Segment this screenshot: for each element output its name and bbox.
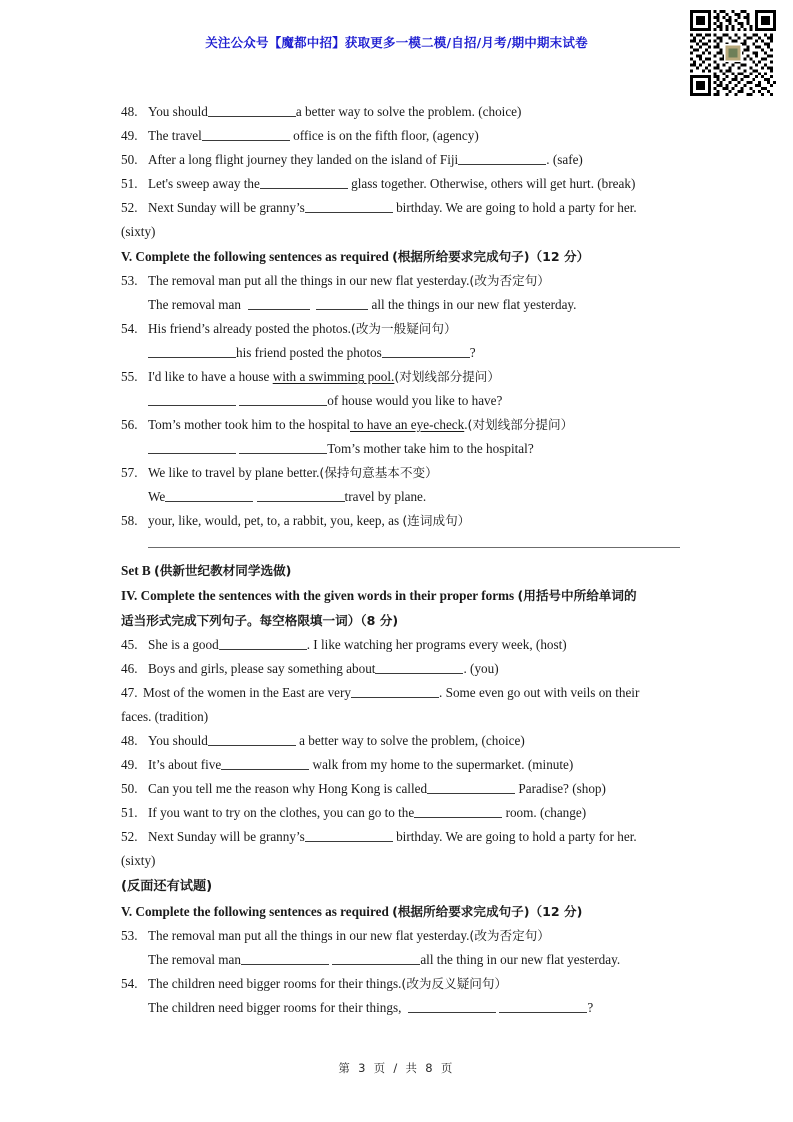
question-text-before: It’s about five — [148, 757, 222, 772]
page-number-text: 第 3 页 / 共 8 页 — [338, 1061, 455, 1075]
section-title-cn: (根据所给要求完成句子) — [392, 904, 530, 919]
answer-row — [0, 341, 793, 365]
answer-row — [0, 996, 793, 1020]
question-row — [0, 148, 793, 172]
question-text-after: birthday. We are going to hold a party for her. — [396, 200, 637, 215]
section-title-cn-line1: (用括号中所给单词的 — [517, 588, 637, 603]
answer-blank[interactable] — [316, 297, 368, 310]
question-row — [0, 365, 793, 389]
question-continuation: (sixty) — [121, 224, 156, 239]
answer-row — [0, 293, 793, 317]
question-prompt-en: The removal man put all the things in our new flat yesterday. — [148, 928, 470, 943]
question-row — [0, 413, 793, 437]
question-continuation: (sixty) — [121, 853, 156, 868]
answer-blank[interactable] — [165, 489, 253, 502]
answer-blank[interactable] — [332, 952, 420, 965]
question-row — [0, 753, 793, 777]
question-row — [0, 100, 793, 124]
answer-text-post: ? — [587, 1000, 594, 1015]
question-number: 51. — [121, 805, 138, 820]
question-number: 50. — [121, 152, 138, 167]
answer-blank[interactable] — [408, 1000, 496, 1013]
turn-over-note — [0, 873, 793, 899]
answer-blank[interactable] — [351, 685, 439, 698]
answer-blank[interactable] — [221, 757, 309, 770]
answer-blank[interactable] — [241, 952, 329, 965]
question-number: 47. — [121, 685, 138, 700]
answer-text-post: Tom’s mother take him to the hospital? — [327, 441, 534, 456]
question-text-before: After a long flight journey they landed on the island of Fiji — [148, 152, 459, 167]
answer-blank[interactable] — [427, 781, 515, 794]
answer-blank[interactable] — [257, 489, 345, 502]
question-continuation: faces. (tradition) — [121, 709, 209, 724]
question-row — [0, 972, 793, 996]
question-number: 52. — [121, 200, 138, 215]
question-number: 49. — [121, 128, 138, 143]
question-text-before: You should — [148, 733, 208, 748]
question-number: 50. — [121, 781, 138, 796]
question-text-after: . (safe) — [546, 152, 583, 167]
question-number: 51. — [121, 176, 138, 191]
question-text-after: walk from my home to the supermarket. (minute) — [312, 757, 574, 772]
question-text-after: . Some even go out with veils on their — [439, 685, 640, 700]
answer-row — [0, 948, 793, 972]
question-number: 56. — [121, 417, 138, 432]
question-prompt-underlined: to have an eye-check — [350, 417, 465, 432]
question-number: 48. — [121, 733, 138, 748]
question-row — [0, 777, 793, 801]
question-row — [0, 825, 793, 849]
qr-code — [690, 10, 776, 96]
question-text-before: If you want to try on the clothes, you can go to the — [148, 805, 415, 820]
question-text-after: room. (change) — [505, 805, 587, 820]
answer-text-pre: The removal man — [148, 952, 242, 967]
answer-blank[interactable] — [239, 441, 327, 454]
question-number: 49. — [121, 757, 138, 772]
question-row — [0, 124, 793, 148]
answer-text-mid: his friend posted the photos — [236, 345, 382, 360]
answer-blank[interactable] — [499, 1000, 587, 1013]
question-text-after: office is on the fifth floor, (agency) — [293, 128, 479, 143]
answer-blank[interactable] — [239, 393, 327, 406]
question-prompt-en: The removal man put all the things in our new flat yesterday. — [148, 273, 470, 288]
question-prompt-cn: (对划线部分提问） — [394, 369, 500, 384]
answer-text-pre: We — [148, 489, 166, 504]
question-text-before: Can you tell me the reason why Hong Kong is called — [148, 781, 428, 796]
question-prompt-cn: (对划线部分提问） — [467, 417, 574, 432]
question-prompt-underlined: with a swimming pool. — [272, 369, 395, 384]
question-text-after: birthday. We are going to hold a party for her. — [396, 829, 637, 844]
question-row — [0, 461, 793, 485]
question-prompt-cn: (连词成句） — [402, 513, 471, 528]
qr-code-image — [690, 10, 776, 96]
spacer — [0, 533, 793, 547]
question-text-after: glass together. Otherwise, others will get hurt. (break) — [351, 176, 636, 191]
question-number: 46. — [121, 661, 138, 676]
section-heading-iv — [0, 583, 793, 608]
answer-blank[interactable] — [458, 152, 546, 165]
section-roman: V. — [121, 904, 133, 919]
set-b-label-cn: (供新世纪教材同学选做) — [153, 563, 292, 578]
section-title-en: Complete the sentences with the given words in their proper forms — [140, 588, 518, 603]
question-row — [0, 172, 793, 196]
question-number: 58. — [121, 513, 138, 528]
turn-over-note-text: (反面还有试题) — [121, 879, 213, 894]
answer-row — [0, 437, 793, 461]
question-row — [0, 633, 793, 657]
question-row — [0, 196, 793, 220]
answer-blank[interactable] — [414, 805, 502, 818]
answer-blank[interactable] — [260, 176, 348, 189]
set-b-heading — [0, 558, 793, 583]
document-body — [0, 100, 793, 1020]
question-number: 54. — [121, 321, 138, 336]
answer-blank[interactable] — [148, 441, 236, 454]
answer-text-pre: The children need bigger rooms for their things, — [148, 1000, 402, 1015]
answer-text-post: travel by plane. — [344, 489, 427, 504]
question-prompt-en: The children need bigger rooms for their things. — [148, 976, 402, 991]
question-row — [0, 509, 793, 533]
page-footer — [0, 1060, 793, 1076]
question-text-before: Next Sunday will be granny’s — [148, 200, 305, 215]
section-heading-iv-line2 — [0, 608, 793, 633]
question-row — [0, 317, 793, 341]
question-prompt-en: His friend’s already posted the photos. — [148, 321, 351, 336]
question-prompt-cn: (改为否定句） — [469, 928, 550, 943]
answer-text-post: all the things in our new flat yesterday. — [371, 297, 577, 312]
section-title-en: Complete the following sentences as required — [135, 249, 389, 264]
question-text-before: Let's sweep away the — [148, 176, 260, 191]
question-row — [0, 729, 793, 753]
question-number: 55. — [121, 369, 138, 384]
question-prompt-tail: . — [464, 417, 468, 432]
answer-text-post: ? — [469, 345, 476, 360]
question-number: 57. — [121, 465, 138, 480]
section-title-en: Complete the following sentences as required — [135, 904, 393, 919]
answer-blank[interactable] — [148, 393, 236, 406]
question-row — [0, 681, 793, 705]
question-prompt-cn: (保持句意基本不变） — [319, 465, 438, 480]
answer-blank[interactable] — [375, 661, 463, 674]
question-text-after: . (you) — [463, 661, 499, 676]
answer-row — [0, 485, 793, 509]
question-text-before: She is a good — [148, 637, 219, 652]
section-heading-v — [0, 244, 793, 269]
question-prompt-en: We like to travel by plane better. — [148, 465, 320, 480]
question-prompt-en: Tom’s mother took him to the hospital — [148, 417, 351, 432]
section-title-cn: (根据所给要求完成句子) — [392, 249, 530, 264]
question-prompt-cn: (改为否定句） — [469, 273, 550, 288]
question-text-before: Next Sunday will be granny’s — [148, 829, 305, 844]
answer-blank[interactable] — [208, 104, 296, 117]
section-title-cn-line2: 适当形式完成下列句子。每空格限填一词） — [121, 613, 361, 628]
section-points: （8 分) — [360, 613, 399, 628]
question-text-after: a better way to solve the problem. (choice) — [295, 104, 522, 119]
answer-blank[interactable] — [382, 345, 470, 358]
question-text-after: . I like watching her programs every week, (host) — [306, 637, 567, 652]
spacer — [0, 548, 793, 558]
set-b-label-en: Set B — [121, 563, 154, 578]
answer-blank[interactable] — [148, 345, 236, 358]
question-number: 48. — [121, 104, 138, 119]
question-prompt-en: your, like, would, pet, to, a rabbit, you, keep, as — [148, 513, 403, 528]
answer-blank[interactable] — [305, 200, 393, 213]
promo-header-text: 关注公众号【魔都中招】获取更多一模二模/自招/月考/期中期末试卷 — [205, 35, 588, 50]
answer-row — [0, 389, 793, 413]
answer-text-post: of house would you like to have? — [327, 393, 503, 408]
question-number: 53. — [121, 928, 138, 943]
section-heading-v-setb — [0, 899, 793, 924]
question-prompt-en: I'd like to have a house — [148, 369, 273, 384]
question-text-before: Boys and girls, please say something about — [148, 661, 376, 676]
question-text-after: Paradise? (shop) — [518, 781, 606, 796]
question-text-before: Most of the women in the East are very — [143, 685, 352, 700]
question-row — [0, 924, 793, 948]
answer-blank[interactable] — [219, 637, 307, 650]
question-prompt-cn: (改为一般疑问句） — [350, 321, 457, 336]
answer-text-pre: The removal man — [148, 297, 242, 312]
question-number: 53. — [121, 273, 138, 288]
question-number: 52. — [121, 829, 138, 844]
question-number: 54. — [121, 976, 138, 991]
question-text-before: The travel — [148, 128, 202, 143]
section-points: （12 分) — [529, 904, 583, 919]
question-row — [0, 269, 793, 293]
section-points: （12 分） — [529, 249, 590, 264]
question-row — [0, 657, 793, 681]
question-prompt-cn: (改为反义疑问句） — [401, 976, 508, 991]
question-number: 45. — [121, 637, 138, 652]
answer-text-post: all the thing in our new flat yesterday. — [420, 952, 621, 967]
question-text-before: You should — [148, 104, 208, 119]
answer-blank[interactable] — [305, 829, 393, 842]
section-roman: IV. — [121, 588, 138, 603]
question-row — [0, 801, 793, 825]
section-roman: V. — [121, 249, 133, 264]
answer-blank[interactable] — [248, 297, 310, 310]
question-text-after: a better way to solve the problem, (choice) — [299, 733, 525, 748]
answer-blank[interactable] — [208, 733, 296, 746]
answer-blank[interactable] — [202, 128, 290, 141]
